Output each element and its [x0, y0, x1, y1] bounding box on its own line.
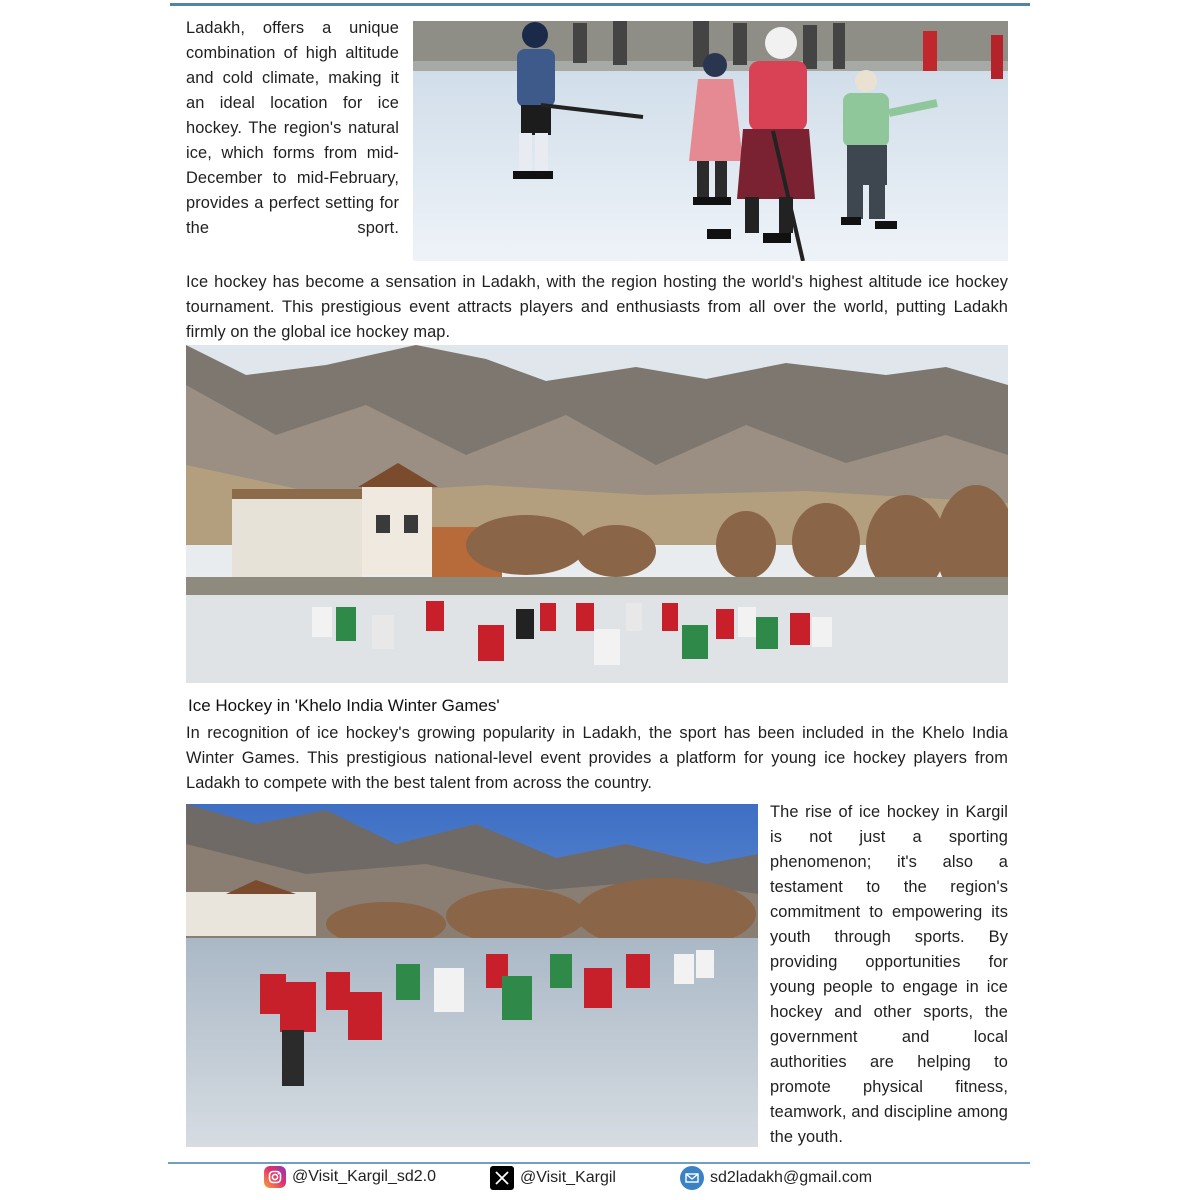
x-handle: @Visit_Kargil [520, 1169, 616, 1186]
instagram-handle: @Visit_Kargil_sd2.0 [292, 1168, 437, 1185]
intro-paragraph: Ladakh, offers a unique combination of high altitude and cold climate, making it an ideal location for ice hockey. The region's natural ice, which forms from mid-December to mid-February, provides a perfect setting for the sport. [186, 19, 399, 237]
khelo-india-paragraph: In recognition of ice hockey's growing popularity in Ladakh, the sport has been included in the Khelo India Winter Games. This prestigious national-level event provides a platform for young ice hockey players from Ladakh to compete with the best talent from across the country. [186, 724, 1008, 792]
footer-x[interactable] [490, 1166, 616, 1190]
footer-instagram[interactable] [264, 1166, 436, 1188]
email-address: sd2ladakh@gmail.com [710, 1169, 873, 1186]
mail-icon [680, 1166, 704, 1190]
photo-mountain-rink-match [186, 345, 1008, 683]
instagram-icon [264, 1166, 286, 1188]
section-heading: Ice Hockey in 'Khelo India Winter Games' [188, 696, 500, 715]
x-logo-icon [490, 1166, 514, 1190]
youth-paragraph: The rise of ice hockey in Kargil is not just a sporting phenomenon; it's also a testament to the region's commitment to empowering its youth through sports. By providing opportunities for young people to engage in ice hockey and other sports, the government and local authorities are helping to promote physical fitness, teamwork, and discipline among the youth. [770, 803, 1008, 1146]
top-divider [170, 3, 1030, 6]
photo-children-skating [413, 21, 1008, 261]
photo-team-warmup [186, 804, 758, 1147]
tournament-paragraph: Ice hockey has become a sensation in Ladakh, with the region hosting the world's highest altitude ice hockey tournament. This prestigious event attracts players and enthusiasts from all over the world, putting Ladakh firmly on the global ice hockey map. [186, 273, 1008, 341]
footer [168, 1164, 1030, 1194]
footer-email[interactable] [680, 1166, 872, 1190]
